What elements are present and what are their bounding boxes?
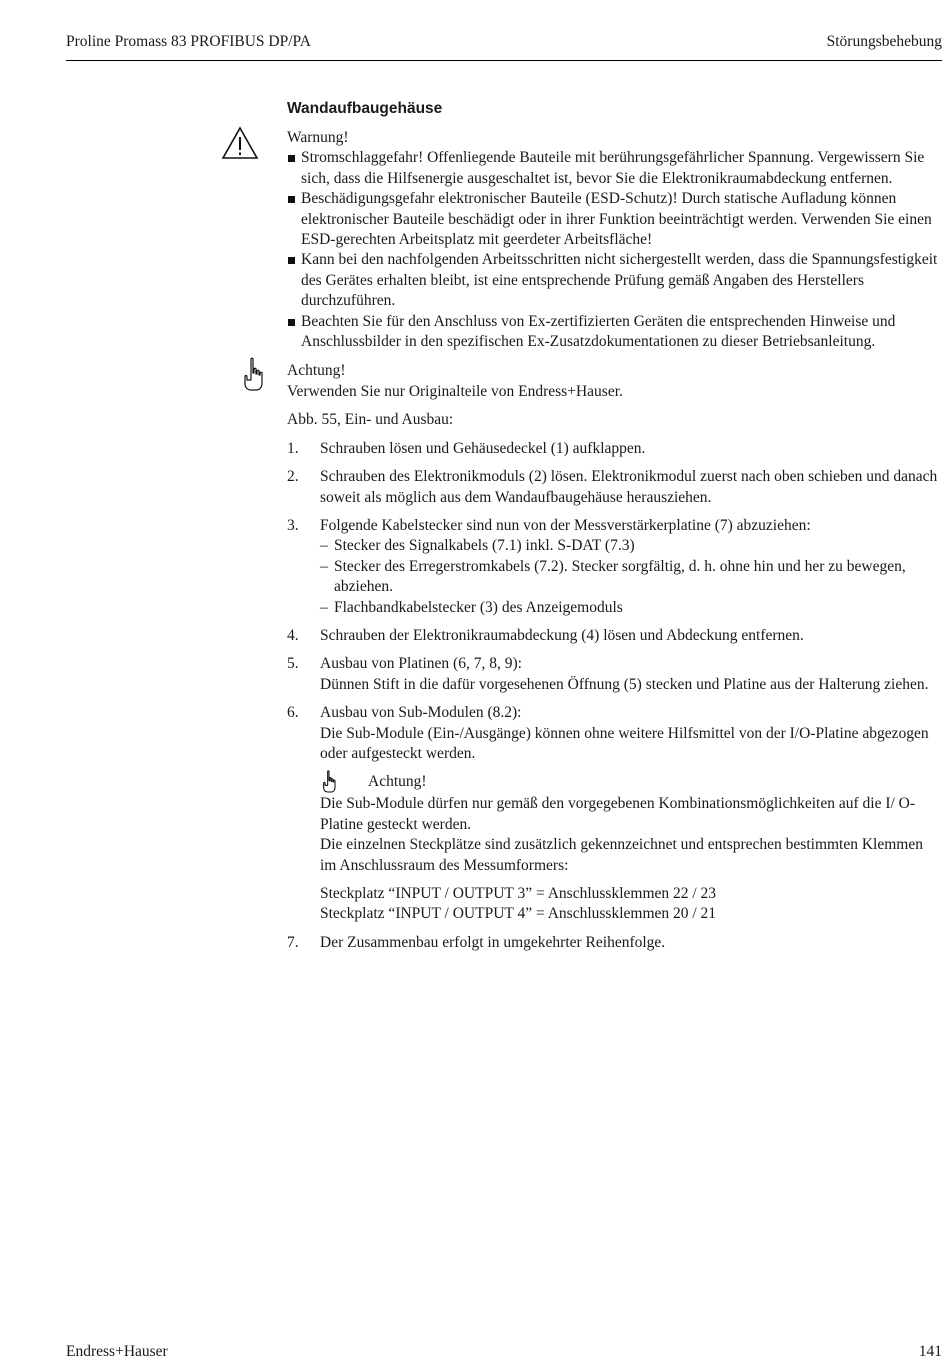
warning-block <box>287 128 942 352</box>
slot-mapping: Steckplatz “INPUT / OUTPUT 4” = Anschlussklemmen 20 / 21 <box>320 905 717 923</box>
caution-label: Achtung! <box>287 362 346 380</box>
page-number: 141 <box>918 1343 942 1360</box>
main-content <box>287 98 942 961</box>
note-text: Die Sub-Module dürfen nur gemäß den vorgegebenen Kombinationsmöglichkeiten auf die I/ O-Platine gesteckt werden. <box>320 795 916 833</box>
caution-text: Verwenden Sie nur Originalteile von Endress+Hauser. <box>287 382 623 400</box>
list-item: Beschädigungsgefahr elektronischer Bauteile (ESD-Schutz)! Durch statische Aufladung können elektronischer Bauteile beschädigt oder in ihrer Funktion beeinträchtigt werden. Verwenden Sie einen ESD-gerechten Arbeitsplatz mit geerdeter Arbeitsfläche! <box>287 189 942 250</box>
warning-label: Warnung! <box>287 129 349 146</box>
step-7: 7. Der Zusammenbau erfolgt in umgekehrter Reihenfolge. <box>287 933 666 951</box>
slot-mapping: Steckplatz “INPUT / OUTPUT 3” = Anschlussklemmen 22 / 23 <box>320 885 717 902</box>
section-title: Wandaufbaugehäuse <box>287 100 443 117</box>
page-header <box>66 33 942 53</box>
step-2: 2. Schrauben des Elektronikmoduls (2) lösen. Elektronikmodul zuerst nach oben schieben und danach soweit als möglich aus dem Wandaufbaugehäuse herausziehen. <box>287 468 938 506</box>
header-rule <box>66 60 942 61</box>
pointing-hand-icon <box>241 357 265 393</box>
list-item: – Flachbandkabelstecker (3) des Anzeigemoduls <box>320 598 623 616</box>
pointing-hand-icon <box>320 770 338 794</box>
list-item: Stromschlaggefahr! Offenliegende Bauteile mit berührungsgefährlicher Spannung. Vergewissern Sie sich, dass die Hilfsenergie ausgeschaltet ist, bevor Sie die Elektronikraumabdeckung entfernen. <box>287 148 942 189</box>
step-4: 4. Schrauben der Elektronikraumabdeckung (4) lösen und Abdeckung entfernen. <box>287 626 804 644</box>
warning-triangle-icon <box>221 126 259 160</box>
list-item: Kann bei den nachfolgenden Arbeitsschritten nicht sichergestellt werden, dass die Spannungsfestigkeit des Gerätes erhalten bleibt, ist eine entsprechende Prüfung gemäß Angaben des Herstellers durchzuführen. <box>287 250 942 311</box>
procedure-steps <box>287 439 942 954</box>
footer-brand: Endress+Hauser <box>66 1343 168 1360</box>
list-item: – Stecker des Erregerstromkabels (7.2). Stecker sorgfältig, d. h. ohne hin und her zu bewegen, abziehen. <box>320 557 906 596</box>
note-text: Die einzelnen Steckplätze sind zusätzlich gekennzeichnet und entsprechen bestimmten Klemmen im Anschlussraum des Messumformers: <box>320 836 923 874</box>
sub-module-note <box>320 772 942 924</box>
step-5: 5. Ausbau von Platinen (6, 7, 8, 9): Dünnen Stift in die dafür vorgesehenen Öffnung (5) stecken und Platine aus der Halterung ziehen. <box>287 655 929 693</box>
list-item: – Stecker des Signalkabels (7.1) inkl. S-DAT (7.3) <box>320 537 635 555</box>
caution-block <box>287 361 942 402</box>
step-1: 1. Schrauben lösen und Gehäusedeckel (1) aufklappen. <box>287 439 646 457</box>
list-item: Beachten Sie für den Anschluss von Ex-zertifizierten Geräten die entsprechenden Hinweise und Anschlussbilder in den spezifischen Ex-Zusatzdokumentationen zu dieser Betriebsanleitung. <box>287 312 942 353</box>
header-chapter-title: Störungsbehebung <box>826 33 942 50</box>
step-6: 6. Ausbau von Sub-Modulen (8.2): Die Sub-Module (Ein-/Ausgänge) können ohne weitere Hilfsmittel von der I/O-Platine abgezogen oder aufgesteckt werden. Achtung! Die Sub-Module dürfen nur gemäß den vorgegebenen Kombinationsmöglichkeiten auf die I/ O-Platine gesteckt werden. Die einzelnen Steckplätze sind zusätzlich gekennzeichnet und entsprechen bestimmten Klemmen im Anschlussraum des Messumformers: Steckplatz “INPUT / OUTPUT 3” = Anschlussklemmen 22 / 23 Steckplatz “INPUT / OUTPUT 4” = Anschlussklemmen 20 / 21 <box>287 703 942 925</box>
header-document-title: Proline Promass 83 PROFIBUS DP/PA <box>66 33 311 50</box>
connector-list <box>320 536 942 618</box>
note-label: Achtung! <box>368 773 427 791</box>
step-3: 3. Folgende Kabelstecker sind nun von der Messverstärkerplatine (7) abzuziehen: – Stecker des Signalkabels (7.1) inkl. S-DAT (7.3) – Stecker des Erregerstromkabels (7.2). Stecker sorgfältig, d. h. ohne hin und her zu bewegen, abziehen. – Flachbandkabelstecker (3) des Anzeigemoduls <box>287 516 942 618</box>
warning-list <box>287 148 942 352</box>
figure-reference: Abb. 55, Ein- und Ausbau: <box>287 411 454 429</box>
